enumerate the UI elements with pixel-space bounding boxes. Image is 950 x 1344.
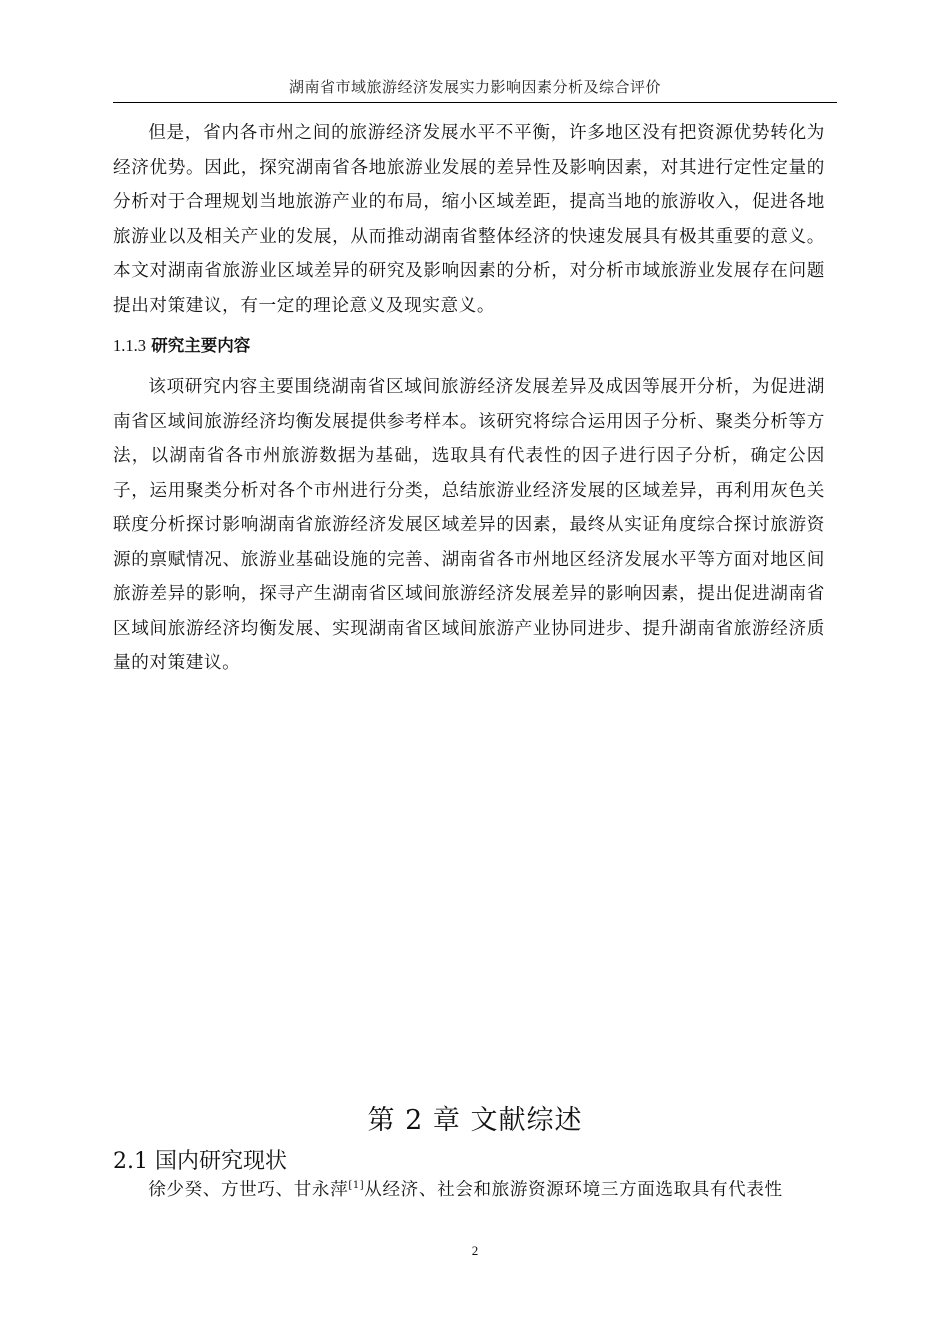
citation-marker[interactable]: [1] bbox=[348, 1180, 365, 1192]
subsection-number: 1.1.3 bbox=[113, 336, 146, 355]
paragraph-text: 从经济、社会和旅游资源环境三方面选取具有代表性 bbox=[364, 1180, 783, 1200]
header-divider bbox=[113, 102, 837, 103]
body-paragraph bbox=[113, 1174, 825, 1206]
section-title: 2.1 国内研究现状 bbox=[113, 1149, 287, 1174]
page-number: 2 bbox=[471, 1243, 479, 1258]
subsection-heading bbox=[113, 332, 250, 356]
paragraph-text: 徐少癸、方世巧、甘永萍 bbox=[148, 1180, 349, 1200]
body-paragraph: 但是，省内各市州之间的旅游经济发展水平不平衡，许多地区没有把资源优势转化为经济优势。因此，探究湖南省各地旅游业发展的差异性及影响因素，对其进行定性定量的分析对于合理规划当地旅游产业的布局，缩小区域差距，提高当地的旅游收入，促进各地旅游业以及相关产业的发展，从而推动湖南省整体经济的快速发展具有极其重要的意义。本文对湖南省旅游业区域差异的研究及影响因素的分析，对分析市域旅游业发展存在问题提出对策建议，有一定的理论意义及现实意义。 bbox=[113, 123, 825, 316]
running-header: 湖南省市域旅游经济发展实力影响因素分析及综合评价 bbox=[288, 78, 661, 96]
chapter-title: 第 2 章 文献综述 bbox=[367, 1105, 583, 1136]
subsection-title: 研究主要内容 bbox=[151, 336, 251, 355]
body-paragraph: 该项研究内容主要围绕湖南省区域间旅游经济发展差异及成因等展开分析，为促进湖南省区域间旅游经济均衡发展提供参考样本。该研究将综合运用因子分析、聚类分析等方法，以湖南省各市州旅游数据为基础，选取具有代表性的因子进行因子分析，确定公因子，运用聚类分析对各个市州进行分类，总结旅游业经济发展的区域差异，再利用灰色关联度分析探讨影响湖南省旅游经济发展区域差异的因素，最终从实证角度综合探讨旅游资源的禀赋情况、旅游业基础设施的完善、湖南省各市州地区经济发展水平等方面对地区间旅游差异的影响，探寻产生湖南省区域间旅游经济发展差异的影响因素，提出促进湖南省区域间旅游经济均衡发展、实现湖南省区域间旅游产业协同进步、提升湖南省旅游经济质量的对策建议。 bbox=[113, 377, 825, 673]
